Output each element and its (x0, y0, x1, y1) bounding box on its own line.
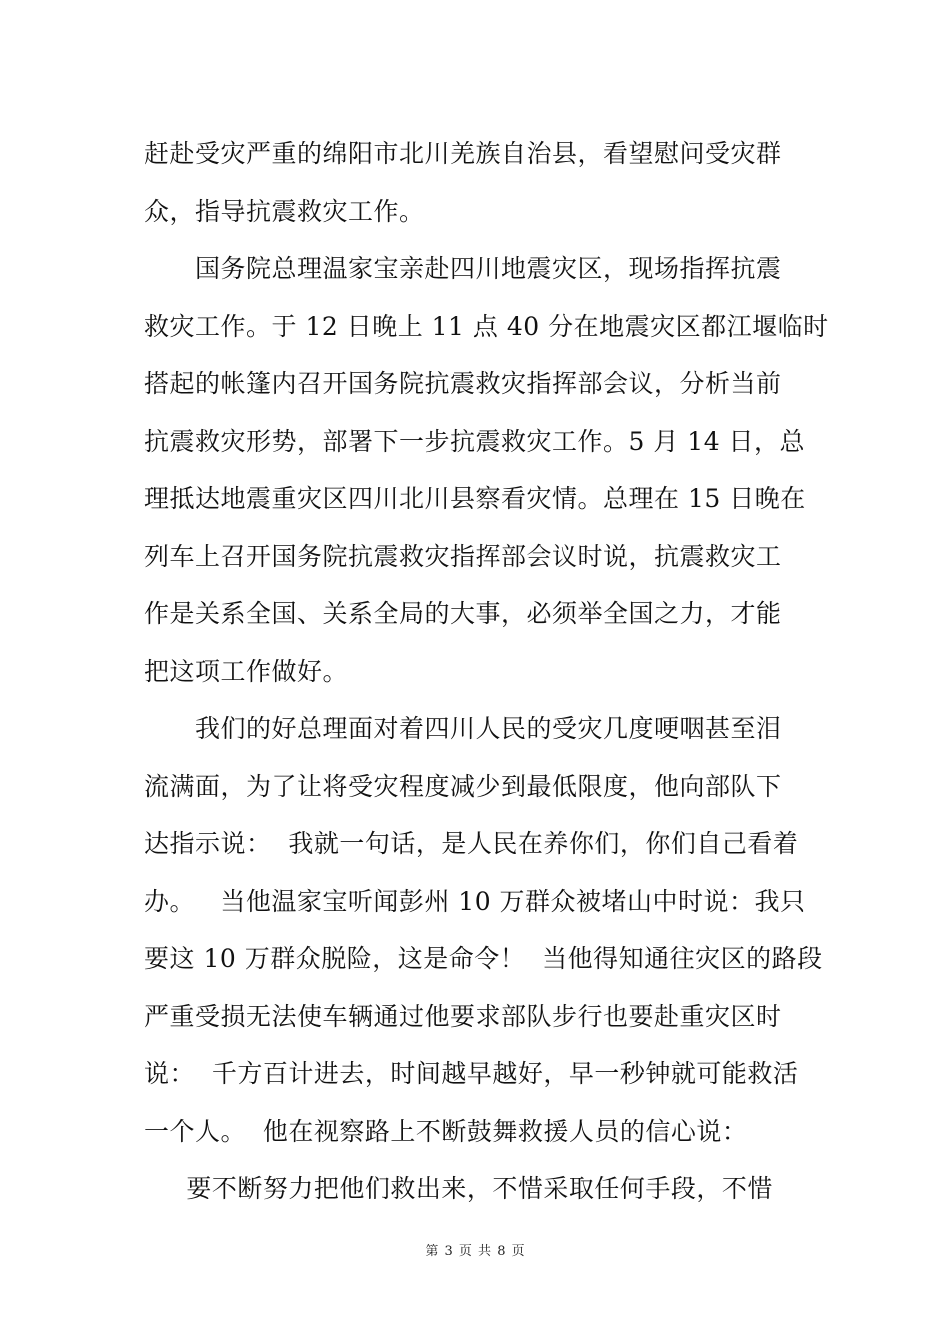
body-line: 搭起的帐篷内召开国务院抗震救灾指挥部会议，分析当前 (144, 369, 782, 398)
body-line: 理抵达地震重灾区四川北川县察看灾情。总理在 15 日晚在 (144, 484, 806, 513)
body-line: 列车上召开国务院抗震救灾指挥部会议时说，抗震救灾工 (144, 541, 782, 571)
body-line: 达指示说： 我就一句话，是人民在养你们，你们自己看着 (144, 829, 799, 858)
body-line: 要不断努力把他们救出来，不惜采取任何手段，不惜 (144, 1174, 773, 1203)
body-line: 救灾工作。于 12 日晚上 11 点 40 分在地震灾区都江堰临时 (144, 311, 829, 341)
body-line: 作是关系全国、关系全局的大事，必须举全国之力，才能 (144, 599, 782, 628)
body-line: 办。 当他温家宝听闻彭州 10 万群众被堵山中时说：我只 (144, 886, 806, 916)
body-line: 要这 10 万群众脱险，这是命令！ 当他得知通往灾区的路段 (144, 944, 823, 973)
body-line: 把这项工作做好。 (144, 656, 349, 686)
body-line: 国务院总理温家宝亲赴四川地震灾区，现场指挥抗震 (144, 254, 782, 283)
body-line: 流满面，为了让将受灾程度减少到最低限度，他向部队下 (144, 771, 782, 801)
body-line: 众，指导抗震救灾工作。 (144, 196, 425, 226)
body-line: 说： 千方百计进去，时间越早越好，早一秒钟就可能救活 (144, 1059, 799, 1088)
body-line: 抗震救灾形势，部署下一步抗震救灾工作。5 月 14 日，总 (144, 426, 806, 456)
body-line: 严重受损无法使车辆通过他要求部队步行也要赴重灾区时 (144, 1001, 782, 1031)
body-line: 一个人。 他在视察路上不断鼓舞救援人员的信心说： (144, 1116, 748, 1146)
document-body (144, 125, 829, 1218)
page-number-footer: 第 3 页 共 8 页 (425, 1244, 525, 1259)
body-line: 赶赴受灾严重的绵阳市北川羌族自治县，看望慰问受灾群 (144, 139, 782, 168)
body-line: 我们的好总理面对着四川人民的受灾几度哽咽甚至泪 (144, 714, 782, 743)
